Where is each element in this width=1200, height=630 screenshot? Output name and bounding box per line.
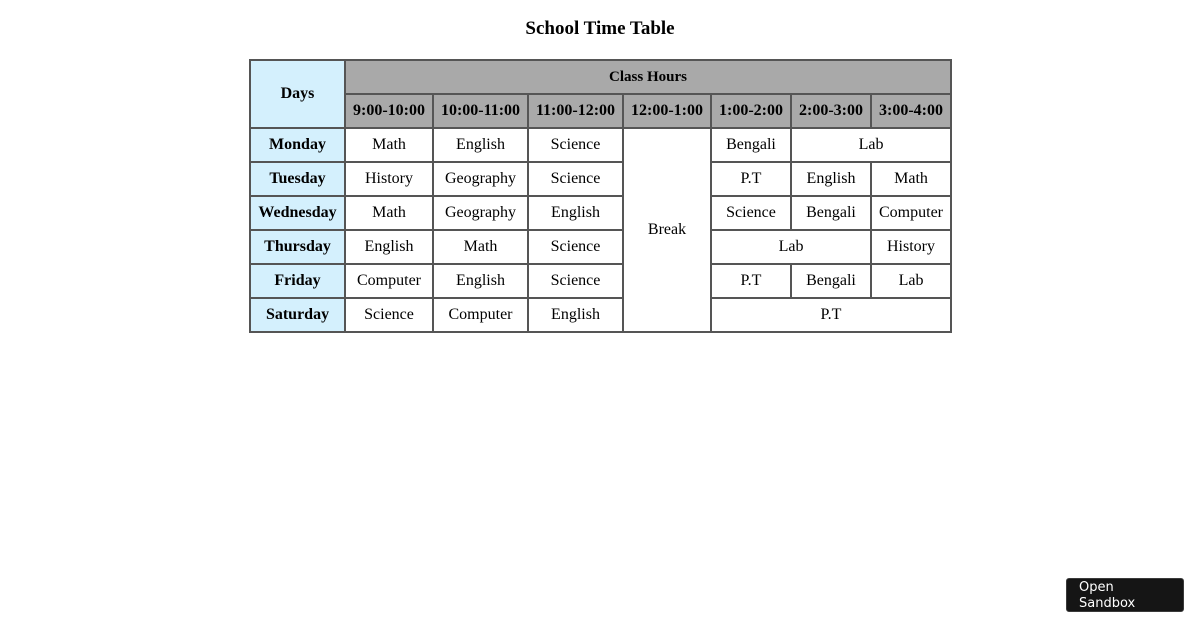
table-cell: History [871, 230, 951, 264]
slot-header: 2:00-3:00 [791, 94, 871, 128]
table-cell: Bengali [791, 264, 871, 298]
table-cell: Math [433, 230, 528, 264]
table-cell: Computer [871, 196, 951, 230]
day-label: Saturday [250, 298, 345, 332]
table-cell: Bengali [791, 196, 871, 230]
table-cell: Science [345, 298, 433, 332]
page-title: School Time Table [525, 18, 675, 39]
slot-header: 12:00-1:00 [623, 94, 711, 128]
table-cell: Geography [433, 162, 528, 196]
day-label: Wednesday [250, 196, 345, 230]
table-cell: Math [871, 162, 951, 196]
table-cell: Math [345, 196, 433, 230]
slot-header: 3:00-4:00 [871, 94, 951, 128]
day-label: Thursday [250, 230, 345, 264]
table-cell: Bengali [711, 128, 791, 162]
table-cell: Computer [433, 298, 528, 332]
table-cell: Math [345, 128, 433, 162]
table-cell: P.T [711, 264, 791, 298]
table-row [250, 230, 951, 264]
timetable [249, 59, 952, 333]
break-cell: Break [623, 128, 711, 332]
table-cell: Lab [871, 264, 951, 298]
table-cell: Science [528, 264, 623, 298]
table-cell: Science [528, 162, 623, 196]
class-hours-header: Class Hours [345, 60, 951, 94]
table-cell: P.T [711, 298, 951, 332]
table-row [250, 196, 951, 230]
header-row-slots [250, 94, 951, 128]
table-cell: History [345, 162, 433, 196]
table-cell: Science [528, 128, 623, 162]
table-cell: Lab [791, 128, 951, 162]
day-label: Tuesday [250, 162, 345, 196]
table-cell: Science [711, 196, 791, 230]
slot-header: 9:00-10:00 [345, 94, 433, 128]
table-cell: English [528, 196, 623, 230]
table-cell: English [433, 128, 528, 162]
table-cell: Geography [433, 196, 528, 230]
slot-header: 11:00-12:00 [528, 94, 623, 128]
table-cell: Computer [345, 264, 433, 298]
day-label: Monday [250, 128, 345, 162]
table-cell: Science [528, 230, 623, 264]
table-cell: English [528, 298, 623, 332]
table-cell: English [791, 162, 871, 196]
table-row [250, 298, 951, 332]
table-cell: English [433, 264, 528, 298]
table-row [250, 128, 951, 162]
table-row [250, 264, 951, 298]
header-row-top [250, 60, 951, 94]
slot-header: 1:00-2:00 [711, 94, 791, 128]
table-cell: P.T [711, 162, 791, 196]
table-cell: English [345, 230, 433, 264]
slot-header: 10:00-11:00 [433, 94, 528, 128]
day-label: Friday [250, 264, 345, 298]
table-row [250, 162, 951, 196]
days-header: Days [250, 60, 345, 128]
open-sandbox-button[interactable]: Open Sandbox [1066, 578, 1184, 612]
table-cell: Lab [711, 230, 871, 264]
